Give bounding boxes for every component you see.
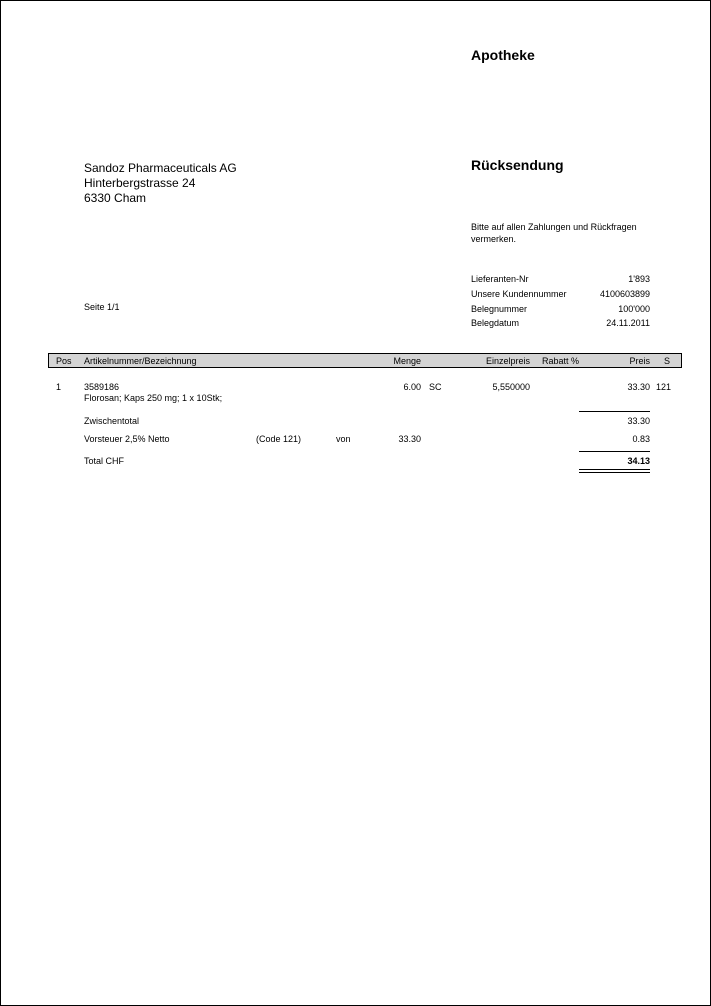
meta-value: 100'000	[618, 304, 650, 314]
meta-label: Lieferanten-Nr	[471, 274, 529, 284]
col-price: Preis	[629, 356, 650, 366]
col-discount: Rabatt %	[542, 356, 580, 366]
meta-label: Belegdatum	[471, 318, 520, 328]
note-line-2: vermerken.	[471, 234, 517, 244]
meta-value: 24.11.2011	[606, 318, 650, 328]
total-double-rule-1	[579, 469, 650, 470]
tax-code: (Code 121)	[256, 434, 302, 444]
company-name: Apotheke	[471, 47, 535, 63]
subtotal-value: 33.30	[627, 416, 650, 426]
recipient-street: Hinterbergstrasse 24	[84, 176, 196, 190]
item-qty: 6.00	[403, 382, 421, 392]
total-value: 34.13	[627, 456, 650, 466]
recipient-city: 6330 Cham	[84, 191, 147, 205]
page-number: Seite 1/1	[84, 302, 120, 312]
item-price: 33.30	[627, 382, 650, 392]
col-article: Artikelnummer/Bezeichnung	[84, 356, 197, 366]
subtotal-label: Zwischentotal	[84, 416, 140, 426]
document-title: Rücksendung	[471, 157, 564, 173]
tax-label: Vorsteuer 2,5% Netto	[84, 434, 170, 444]
item-pos: 1	[56, 382, 62, 392]
subtotal-rule	[579, 411, 650, 412]
meta-label: Belegnummer	[471, 304, 528, 314]
meta-label: Unsere Kundennummer	[471, 289, 567, 299]
item-unit: SC	[429, 382, 442, 392]
tax-base: 33.30	[398, 434, 421, 444]
recipient-name: Sandoz Pharmaceuticals AG	[84, 161, 237, 175]
meta-value: 4100603899	[599, 289, 650, 299]
tax-value: 0.83	[632, 434, 650, 444]
meta-value: 1'893	[628, 274, 650, 284]
item-s: 121	[656, 382, 672, 392]
item-article-no: 3589186	[84, 382, 120, 392]
item-description: Florosan; Kaps 250 mg; 1 x 10Stk;	[84, 393, 223, 403]
note-line-1: Bitte auf allen Zahlungen und Rückfragen	[471, 222, 637, 232]
col-unit-price: Einzelpreis	[485, 356, 530, 366]
col-s: S	[664, 356, 671, 366]
item-unit-price: 5,550000	[492, 382, 530, 392]
total-double-rule-2	[579, 472, 650, 473]
col-qty: Menge	[393, 356, 421, 366]
col-pos: Pos	[56, 356, 72, 366]
tax-von: von	[336, 434, 351, 444]
total-label: Total CHF	[84, 456, 125, 466]
total-rule	[579, 451, 650, 452]
